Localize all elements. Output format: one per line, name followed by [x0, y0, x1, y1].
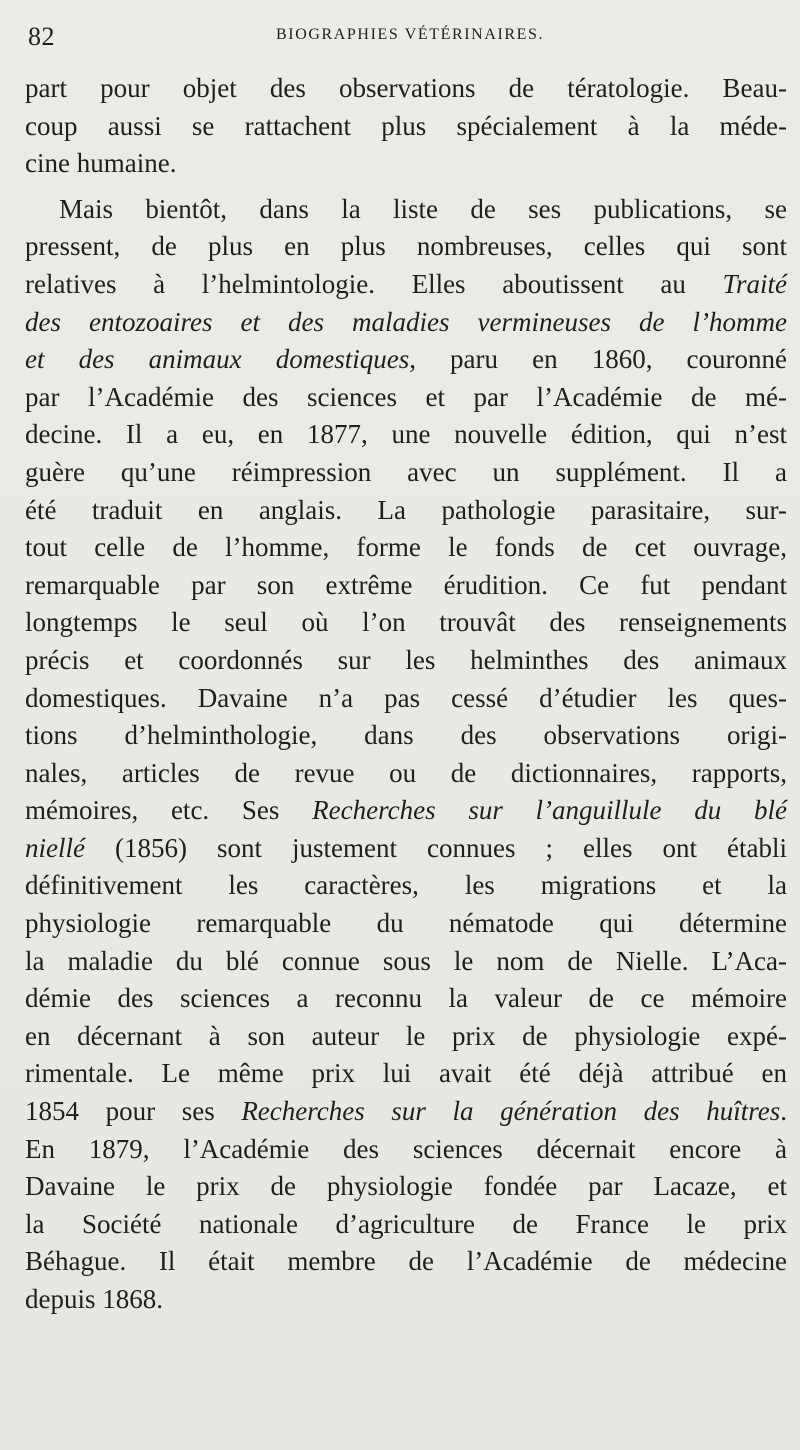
text-line: définitivement les caractères, les migrations et la: [25, 870, 787, 901]
text-line: cine humaine.: [25, 148, 177, 179]
text-line: la Société nationale d’agriculture de France le prix: [25, 1208, 787, 1239]
italic-title: Traité: [722, 268, 787, 299]
text-line: Davaine le prix de physiologie fondée par Lacaze, et: [25, 1171, 787, 1202]
body-text: [25, 70, 787, 1319]
text-line: physiologie remarquable du nématode qui détermine: [25, 908, 787, 939]
text-line: précis et coordonnés sur les helminthes des animaux: [25, 644, 787, 675]
text-line: rimentale. Le même prix lui avait été déjà attribué en: [25, 1058, 787, 1089]
paragraph-start-line: Mais bientôt, dans la liste de ses publications, se: [59, 193, 787, 224]
text-line: 1854 pour ses Recherches sur la génération des huîtres.: [25, 1096, 787, 1127]
text-line: en décernant à son auteur le prix de physiologie expé-: [25, 1020, 787, 1051]
text-line: En 1879, l’Académie des sciences décernait encore à: [25, 1133, 787, 1164]
text-line: la maladie du blé connue sous le nom de Nielle. L’Aca-: [25, 945, 787, 976]
page-number: 82: [28, 22, 55, 51]
text-line: mémoires, etc. Ses Recherches sur l’anguillule du blé: [25, 795, 787, 826]
text-line: démie des sciences a reconnu la valeur de ce mémoire: [25, 983, 787, 1014]
text-line: par l’Académie des sciences et par l’Académie de mé-: [25, 381, 787, 412]
italic-title: et des animaux domestiques: [25, 344, 410, 375]
italic-title: Recherches sur l’anguillule du blé: [312, 795, 787, 826]
text-line: [25, 304, 787, 342]
italic-title: des entozoaires et des maladies vermineuses de l’homme: [25, 306, 787, 337]
page-header: [28, 20, 778, 54]
text-line: decine. Il a eu, en 1877, une nouvelle édition, qui n’est: [25, 419, 787, 450]
text-line: niellé (1856) sont justement connues ; elles ont établi: [25, 832, 787, 863]
text-line: nales, articles de revue ou de dictionnaires, rapports,: [25, 757, 787, 788]
text-line: relatives à l’helmintologie. Elles aboutissent au Traité: [25, 268, 787, 299]
text-line: tout celle de l’homme, forme le fonds de cet ouvrage,: [25, 532, 787, 563]
text-line: Béhague. Il était membre de l’Académie de médecine: [25, 1246, 787, 1277]
running-head: BIOGRAPHIES VÉTÉRINAIRES.: [276, 26, 545, 43]
text-line: coup aussi se rattachent plus spécialement à la méde-: [25, 110, 787, 141]
text-line: domestiques. Davaine n’a pas cessé d’étudier les ques-: [25, 682, 787, 713]
italic-title: niellé: [25, 832, 85, 863]
text-line: guère qu’une réimpression avec un supplément. Il a: [25, 456, 787, 487]
text-line: pressent, de plus en plus nombreuses, celles qui sont: [25, 231, 787, 262]
text-line: tions d’helminthologie, dans des observations origi-: [25, 720, 787, 751]
text-line: depuis 1868.: [25, 1284, 163, 1314]
text-line: remarquable par son extrême érudition. Ce fut pendant: [25, 569, 787, 600]
text-line: été traduit en anglais. La pathologie parasitaire, sur-: [25, 494, 787, 525]
text-line: part pour objet des observations de tératologie. Beau-: [25, 73, 787, 103]
text-line: longtemps le seul où l’on trouvât des renseignements: [25, 607, 787, 638]
italic-title: Recherches sur la génération des huîtres: [241, 1096, 781, 1127]
text-line: et des animaux domestiques, paru en 1860, couronné: [25, 344, 787, 375]
